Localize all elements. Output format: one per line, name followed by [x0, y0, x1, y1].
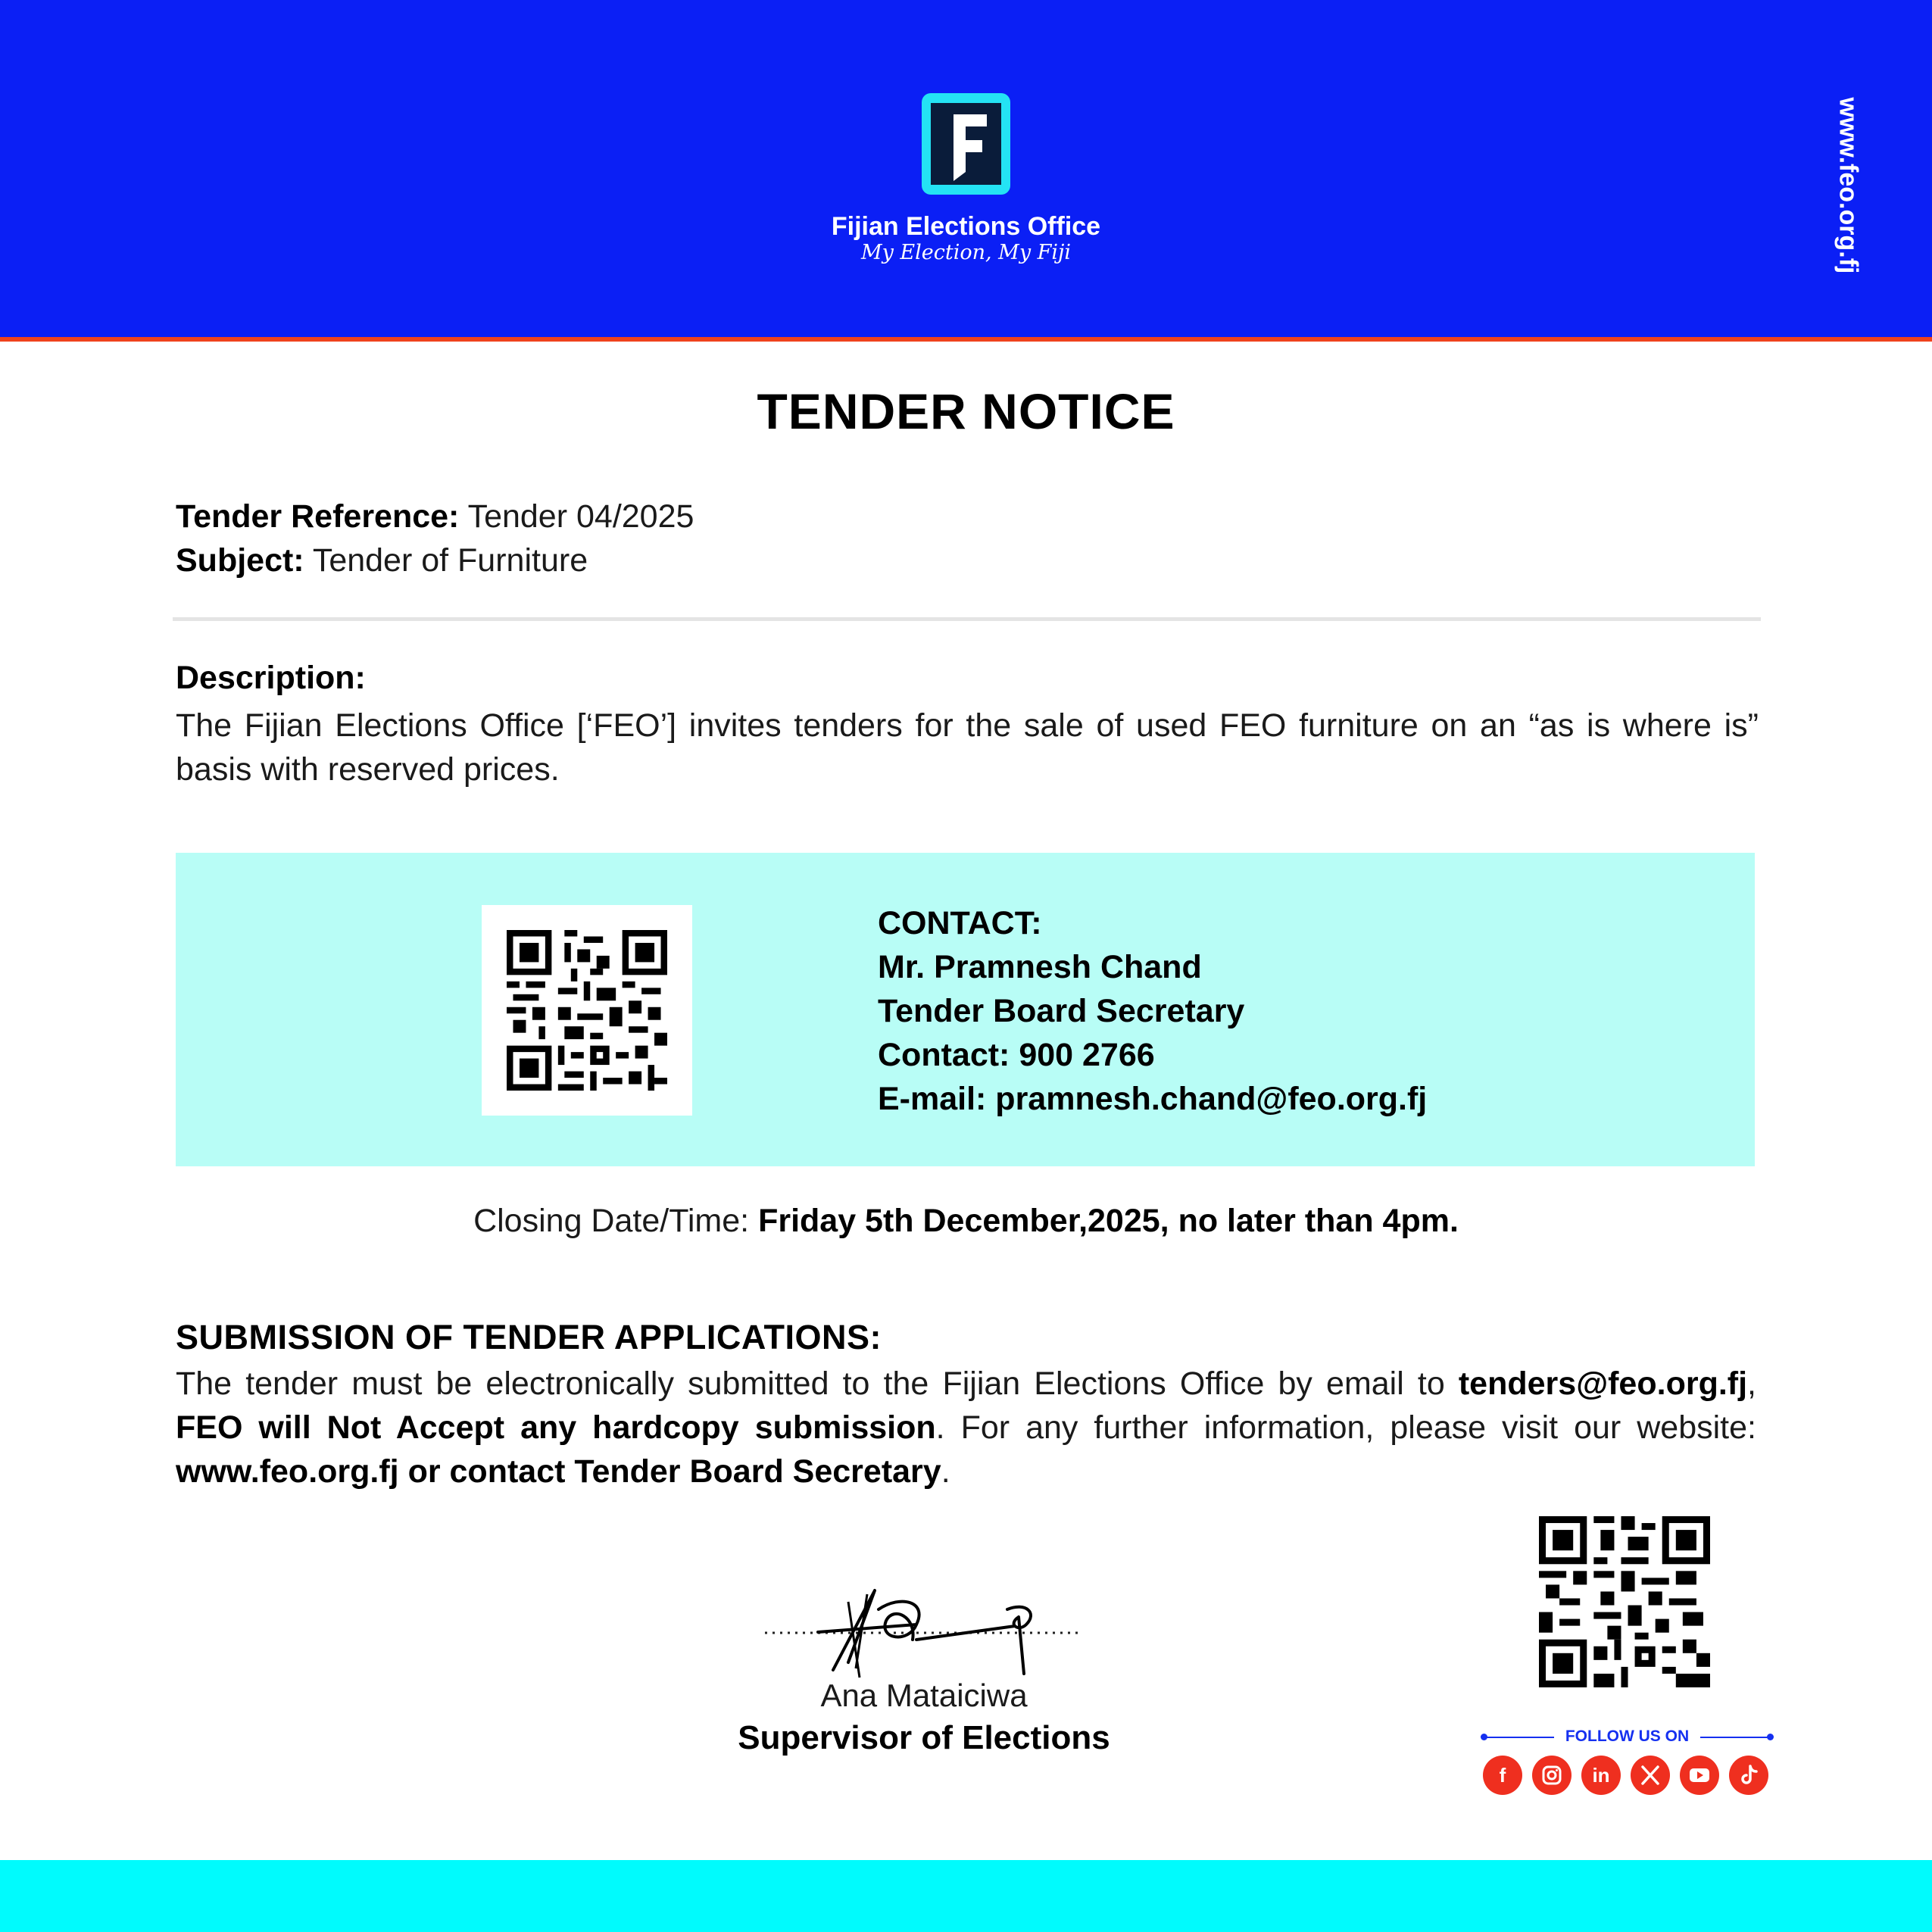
- follow-line: [1700, 1737, 1770, 1738]
- follow-dot: [1767, 1734, 1774, 1740]
- tender-subject-value: Tender of Furniture: [312, 542, 588, 579]
- contact-phone[interactable]: Contact: 900 2766: [878, 1037, 1155, 1073]
- signer-name: Ana Mataiciwa: [820, 1678, 1028, 1713]
- follow-us-label: FOLLOW US ON: [1565, 1728, 1690, 1745]
- youtube-icon[interactable]: [1680, 1756, 1719, 1795]
- feo-logo-icon: [922, 93, 1010, 195]
- instagram-glyph: [1532, 1756, 1572, 1795]
- instagram-icon[interactable]: [1532, 1756, 1572, 1795]
- contact-email[interactable]: E-mail: pramnesh.chand@feo.org.fj: [878, 1081, 1428, 1117]
- page-title: TENDER NOTICE: [757, 383, 1175, 439]
- tender-reference: [176, 495, 694, 538]
- submission-text-part: The tender must be electronically submitted to the Fijian Elections Office by email to: [176, 1366, 1459, 1402]
- linkedin-icon[interactable]: in: [1581, 1756, 1621, 1795]
- description-text: The Fijian Elections Office [‘FEO’] invites tenders for the sale of used FEO furniture on an “as is where is” basis with reserved prices.: [176, 707, 1759, 788]
- tender-reference-value: Tender 04/2025: [467, 498, 694, 535]
- facebook-icon[interactable]: f: [1483, 1756, 1522, 1795]
- tender-subject-label: Subject:: [176, 542, 304, 579]
- submission-text-part: .: [941, 1453, 950, 1490]
- header-website-text[interactable]: www.feo.org.fj: [1834, 97, 1863, 274]
- x-icon[interactable]: [1631, 1756, 1670, 1795]
- header-accent-line: [0, 337, 1932, 342]
- footer-band: [0, 1860, 1932, 1932]
- tender-reference-label: Tender Reference:: [176, 498, 460, 535]
- signer-title: Supervisor of Elections: [738, 1719, 1110, 1756]
- header-website[interactable]: [1825, 87, 1871, 284]
- submission-email-link[interactable]: tenders@feo.org.fj: [1458, 1366, 1748, 1402]
- contact-name: Mr. Pramnesh Chand: [878, 949, 1202, 985]
- contact-qr-card[interactable]: [482, 905, 692, 1116]
- tiktok-glyph: [1729, 1756, 1768, 1795]
- youtube-glyph: [1680, 1756, 1719, 1795]
- x-glyph: [1631, 1756, 1670, 1795]
- closing-date-value: Friday 5th December,2025, no later than 4pm.: [758, 1203, 1459, 1239]
- closing-date: [0, 1203, 1932, 1240]
- submission-website-link[interactable]: www.feo.org.fj or contact Tender Board Secretary: [176, 1453, 941, 1490]
- qr-code-icon[interactable]: [1539, 1516, 1710, 1687]
- divider: [173, 617, 1761, 621]
- contact-heading: CONTACT:: [878, 905, 1042, 941]
- submission-hardcopy-warning: FEO will Not Accept any hardcopy submission: [176, 1409, 936, 1446]
- submission-text: [176, 1362, 1756, 1493]
- signature-icon: [803, 1579, 1091, 1685]
- qr-code-icon[interactable]: [507, 930, 667, 1091]
- tagline: My Election, My Fiji: [860, 241, 1072, 264]
- description-heading: Description:: [176, 660, 366, 696]
- follow-line: [1484, 1737, 1554, 1738]
- submission-text-part: . For any further information, please visit our website:: [935, 1409, 1756, 1446]
- submission-text-part: ,: [1747, 1366, 1756, 1402]
- contact-role: Tender Board Secretary: [878, 993, 1245, 1029]
- org-name: Fijian Elections Office: [831, 212, 1101, 241]
- tender-subject: [176, 538, 588, 582]
- tiktok-icon[interactable]: [1729, 1756, 1768, 1795]
- submission-heading: SUBMISSION OF TENDER APPLICATIONS:: [176, 1318, 882, 1356]
- contact-details: [878, 901, 1427, 1121]
- closing-date-label: Closing Date/Time:: [473, 1203, 750, 1239]
